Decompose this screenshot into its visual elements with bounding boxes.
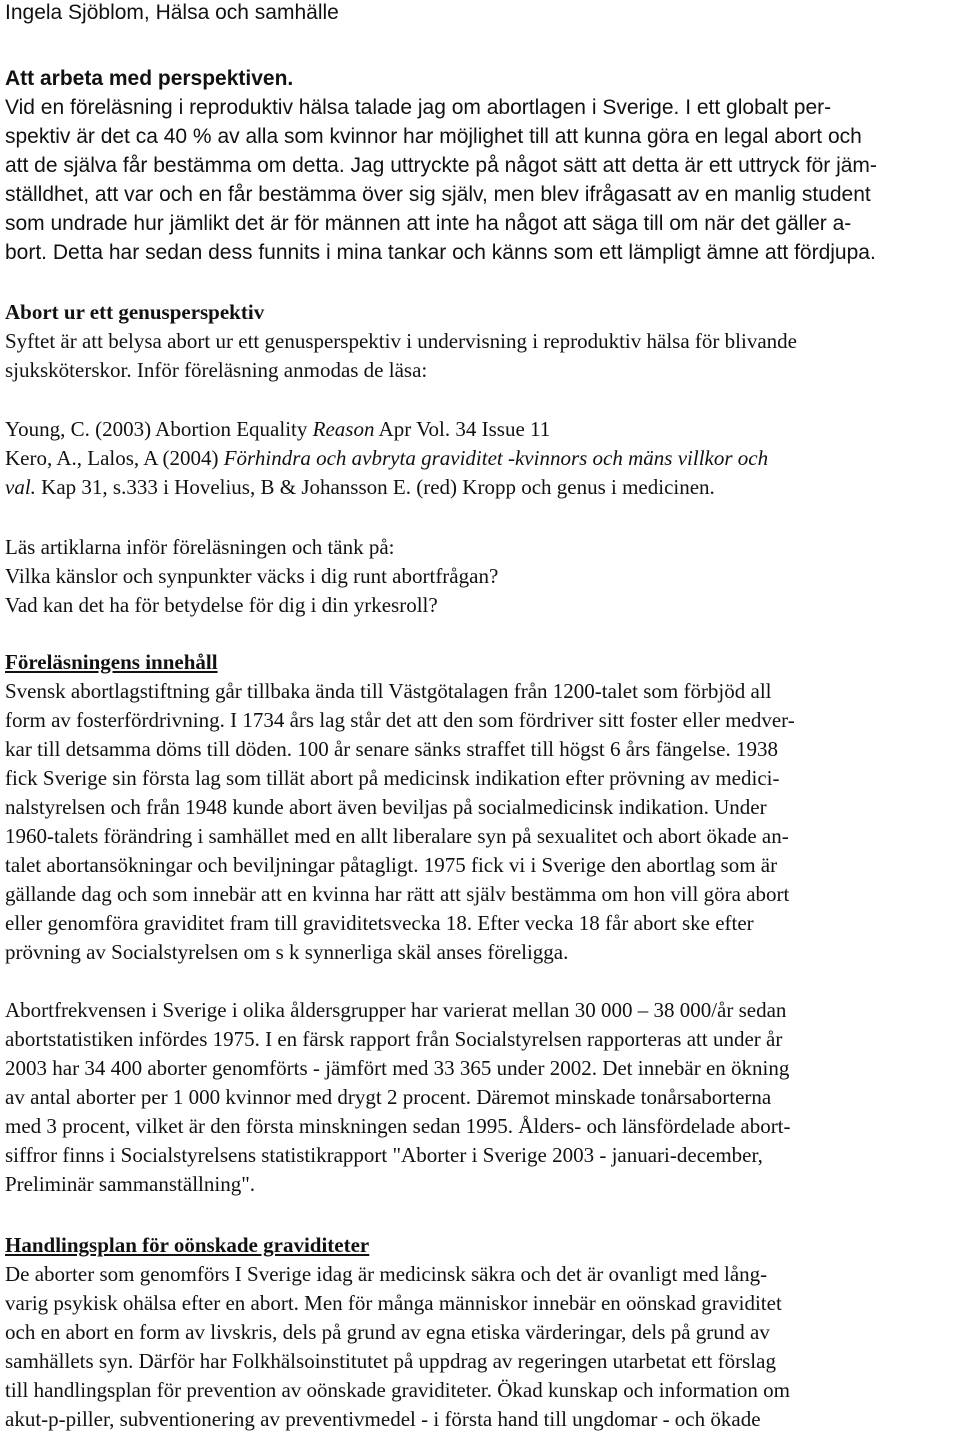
paragraph-line: kar till detsamma döms till döden. 100 år senare sänks straffet till högst 6 års fängelse. 1938: [5, 737, 778, 761]
paragraph-line: talet abortansökningar och beviljningar påtagligt. 1975 fick vi i Sverige den abortlag som är: [5, 853, 778, 877]
paragraph-line: ställdhet, att var och en får bestämma över sig själv, men blev ifrågasatt av en manlig student: [5, 183, 871, 206]
section-action-plan: [5, 1231, 953, 1434]
question-line: Läs artiklarna inför föreläsningen och tänk på:: [5, 535, 395, 559]
paragraph-line: form av fosterfördrivning. I 1734 års lag står det att den som fördriver sitt foster eller medver-: [5, 708, 795, 732]
paragraph-line: och en abort en form av livskris, dels på grund av egna etiska värderingar, dels på grund av: [5, 1320, 770, 1344]
paragraph-line: prövning av Socialstyrelsen om s k synnerliga skäl anses föreligga.: [5, 940, 569, 964]
section-title: Föreläsningens innehåll: [5, 650, 218, 674]
paragraph-line: eller genomföra graviditet fram till graviditetsvecka 18. Efter vecka 18 får abort ske efter: [5, 911, 754, 935]
paragraph-line: fick Sverige sin första lag som tillät abort på medicinsk indikation efter prövning av medici-: [5, 766, 780, 790]
paragraph-line: abortstatistiken infördes 1975. I en färsk rapport från Socialstyrelsen rapporteras att under år: [5, 1027, 783, 1051]
paragraph-line: som undrade hur jämlikt det är för männen att inte ha något att säga till om när det gäller a-: [5, 212, 852, 235]
paragraph-line: Svensk abortlagstiftning går tillbaka ända till Västgötalagen från 1200-talet som förbjöd all: [5, 679, 772, 703]
section-title: Abort ur ett genusperspektiv: [5, 300, 265, 324]
paragraph-line: siffror finns i Socialstyrelsens statistikrapport "Aborter i Sverige 2003 - januari-december,: [5, 1143, 763, 1167]
paragraph-line: bort. Detta har sedan dess funnits i mina tankar och känns som ett lämpligt ämne att fördjupa.: [5, 241, 876, 264]
paragraph-line: gällande dag och som innebär att en kvinna har rätt att själv bestämma om hon vill göra abort: [5, 882, 790, 906]
paragraph-line: nalstyrelsen och från 1948 kunde abort även beviljas på socialmedicinsk indikation. Under: [5, 795, 767, 819]
reference-kero: Kero, A., Lalos, A (2004) Förhindra och avbryta graviditet -kvinnors och mäns villkor och: [5, 446, 769, 470]
section-lecture-content: [5, 648, 953, 967]
section-gender-perspective: [5, 298, 953, 385]
paragraph-line: Preliminär sammanställning".: [5, 1172, 256, 1196]
paragraph-line: samhällets syn. Därför har Folkhälsoinstitutet på uppdrag av regeringen utarbetat ett förslag: [5, 1349, 776, 1373]
question-line: Vad kan det ha för betydelse för dig i din yrkesroll?: [5, 593, 438, 617]
section-title: Att arbeta med perspektiven.: [5, 67, 294, 90]
paragraph-line: av antal aborter per 1 000 kvinnor med drygt 2 procent. Däremot minskade tonårsaborterna: [5, 1085, 772, 1109]
paragraph-line: med 3 procent, vilket är den första minskningen sedan 1995. Ålders- och länsfördelade abort-: [5, 1114, 791, 1138]
paragraph-line: Syftet är att belysa abort ur ett genusperspektiv i undervisning i reproduktiv hälsa för blivande: [5, 329, 797, 353]
paragraph-line: sjuksköterskor. Inför föreläsning anmodas de läsa:: [5, 358, 428, 382]
paragraph-line: De aborter som genomförs I Sverige idag är medicinsk säkra och det är ovanligt med lång-: [5, 1262, 768, 1286]
section-title: Handlingsplan för oönskade graviditeter: [5, 1233, 370, 1257]
abortion-statistics: [5, 996, 953, 1199]
paragraph-line: till handlingsplan för prevention av oönskade graviditeter. Ökad kunskap och information om: [5, 1378, 790, 1402]
reference-list: [5, 415, 953, 502]
paragraph-line: att de själva får bestämma om detta. Jag uttryckte på något sätt att detta är ett uttryck för jäm-: [5, 154, 877, 177]
paragraph-line: varig psykisk ohälsa efter en abort. Men för många människor innebär en oönskad graviditet: [5, 1291, 782, 1315]
question-line: Vilka känslor och synpunkter väcks i dig runt abortfrågan?: [5, 564, 499, 588]
section-perspectives: [5, 64, 953, 267]
paragraph-line: akut-p-piller, subventionering av preventivmedel - i första hand till ungdomar - och ökade: [5, 1407, 761, 1431]
reading-questions: [5, 533, 953, 620]
page-header: Ingela Sjöblom, Hälsa och samhälle: [5, 1, 339, 24]
paragraph-line: 1960-talets förändring i samhället med en allt liberalare syn på sexualitet och abort ökade an-: [5, 824, 789, 848]
paragraph-line: spektiv är det ca 40 % av alla som kvinnor har möjlighet till att kunna göra en legal abort och: [5, 125, 862, 148]
paragraph-line: Vid en föreläsning i reproduktiv hälsa talade jag om abortlagen i Sverige. I ett globalt per-: [5, 96, 832, 119]
paragraph-line: Abortfrekvensen i Sverige i olika åldersgrupper har varierat mellan 30 000 – 38 000/år sedan: [5, 998, 787, 1022]
reference-kero-cont: val. Kap 31, s.333 i Hovelius, B & Johansson E. (red) Kropp och genus i medicinen.: [5, 475, 715, 499]
paragraph-line: 2003 har 34 400 aborter genomförts - jämfört med 33 365 under 2002. Det innebär en ökning: [5, 1056, 790, 1080]
reference-young: Young, C. (2003) Abortion Equality Reason Apr Vol. 34 Issue 11: [5, 417, 551, 441]
